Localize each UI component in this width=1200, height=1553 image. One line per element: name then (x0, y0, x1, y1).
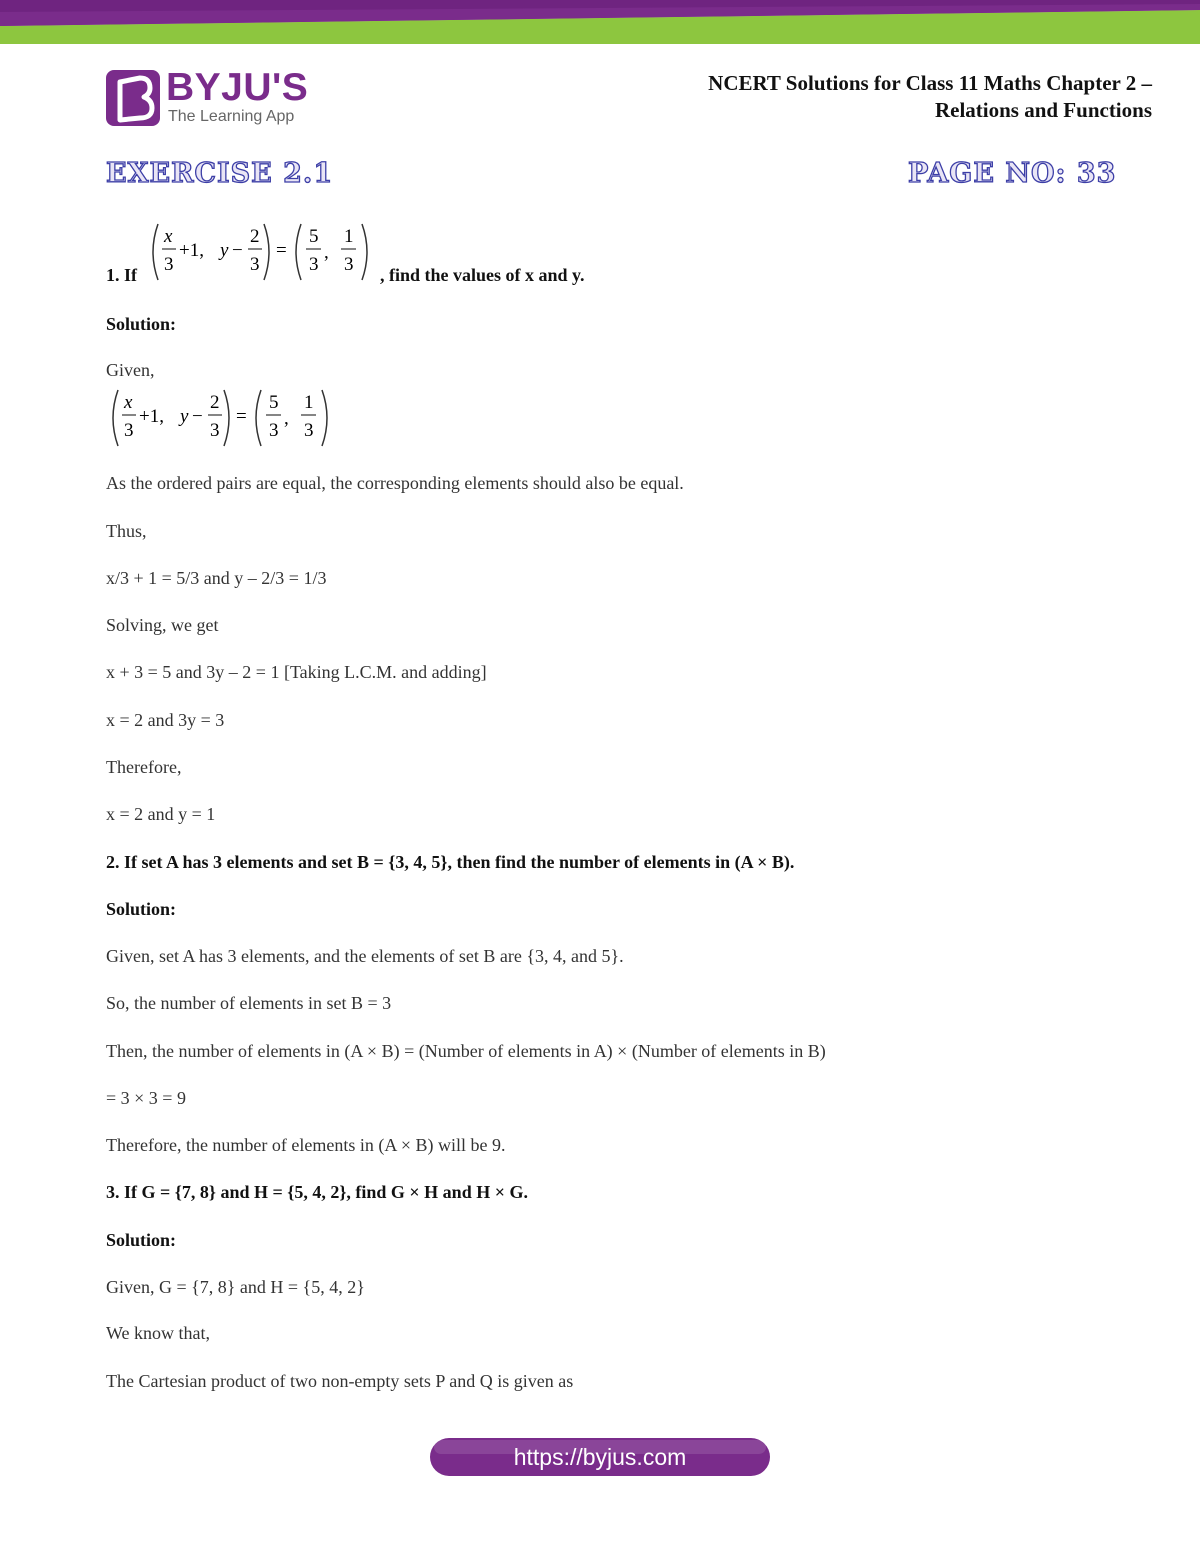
question-2: 2. If set A has 3 elements and set B = {3, 4, 5}, then find the number of elements in (A × B). (106, 852, 795, 872)
var-y: y (220, 240, 229, 261)
document-title-line2: Relations and Functions (934, 98, 1152, 122)
frac-a-den: 3 (164, 254, 174, 275)
svg-text:x: x (124, 392, 133, 413)
given-label: Given, (106, 360, 155, 380)
text-line: x = 2 and y = 1 (106, 804, 216, 824)
svg-text:5: 5 (269, 392, 279, 413)
frac-c-num: 5 (309, 226, 319, 247)
minus-sign: − (232, 240, 243, 261)
frac-d-num: 1 (344, 226, 354, 247)
text-line: Thus, (106, 521, 147, 541)
byjus-logo-icon (106, 70, 160, 126)
byjus-logo (106, 66, 316, 130)
svg-text:3: 3 (304, 420, 314, 441)
svg-text:2: 2 (210, 392, 220, 413)
question-1-suffix: , find the values of x and y. (380, 265, 585, 285)
plus-one: +1, (179, 240, 204, 261)
frac-d-den: 3 (344, 254, 354, 275)
brand-tagline: The Learning App (168, 108, 295, 125)
text-line: The Cartesian product of two non-empty sets P and Q is given as (106, 1371, 574, 1391)
svg-text:y: y (180, 406, 189, 427)
svg-text:+1,: +1, (139, 406, 164, 427)
text-line: Given, set A has 3 elements, and the elements of set B are {3, 4, and 5}. (106, 946, 624, 966)
question-1-equation (146, 218, 386, 286)
equals-sign: = (276, 240, 287, 261)
text-line: As the ordered pairs are equal, the corresponding elements should also be equal. (106, 473, 684, 493)
text-line: x = 2 and 3y = 3 (106, 710, 225, 730)
question-1-prefix: 1. If (106, 265, 137, 285)
footer-url-text: https://byjus.com (513, 1444, 687, 1470)
exercise-heading: EXERCISE 2.1 (106, 158, 334, 189)
document-title (708, 70, 1152, 124)
solution-1-label: Solution: (106, 314, 177, 334)
svg-text:3: 3 (210, 420, 220, 441)
comma: , (324, 242, 329, 263)
solution-1-equation (106, 384, 346, 452)
text-line: Given, G = {7, 8} and H = {5, 4, 2} (106, 1277, 365, 1297)
footer-url-link[interactable] (430, 1438, 770, 1476)
text-line: Therefore, the number of elements in (A × B) will be 9. (106, 1135, 506, 1155)
frac-b-den: 3 (250, 254, 260, 275)
svg-text:1: 1 (304, 392, 314, 413)
text-line: = 3 × 3 = 9 (106, 1088, 186, 1108)
svg-text:=: = (236, 406, 247, 427)
solution-2-label: Solution: (106, 899, 177, 919)
frac-a-num: x (164, 226, 173, 247)
footer-pill-highlight (434, 1440, 766, 1454)
document-title-line1: NCERT Solutions for Class 11 Maths Chapter 2 – (708, 71, 1152, 95)
text-line: We know that, (106, 1323, 211, 1343)
text-line: So, the number of elements in set B = 3 (106, 993, 392, 1013)
text-line: Solving, we get (106, 615, 219, 635)
brand-name: BYJU'S (166, 66, 309, 109)
text-line: x/3 + 1 = 5/3 and y – 2/3 = 1/3 (106, 568, 327, 588)
page-number-heading: PAGE NO: 33 (908, 158, 1117, 189)
svg-text:−: − (192, 406, 203, 427)
svg-text:3: 3 (124, 420, 134, 441)
text-line: Then, the number of elements in (A × B) = (Number of elements in A) × (Number of elements in B) (106, 1041, 826, 1061)
top-banner (0, 0, 1200, 44)
frac-b-num: 2 (250, 226, 260, 247)
text-line: Therefore, (106, 757, 182, 777)
text-line: x + 3 = 5 and 3y – 2 = 1 [Taking L.C.M. and adding] (106, 662, 487, 682)
question-3: 3. If G = {7, 8} and H = {5, 4, 2}, find G × H and H × G. (106, 1182, 528, 1202)
frac-c-den: 3 (309, 254, 319, 275)
svg-text:3: 3 (269, 420, 279, 441)
svg-text:,: , (284, 408, 289, 429)
solution-3-label: Solution: (106, 1230, 177, 1250)
